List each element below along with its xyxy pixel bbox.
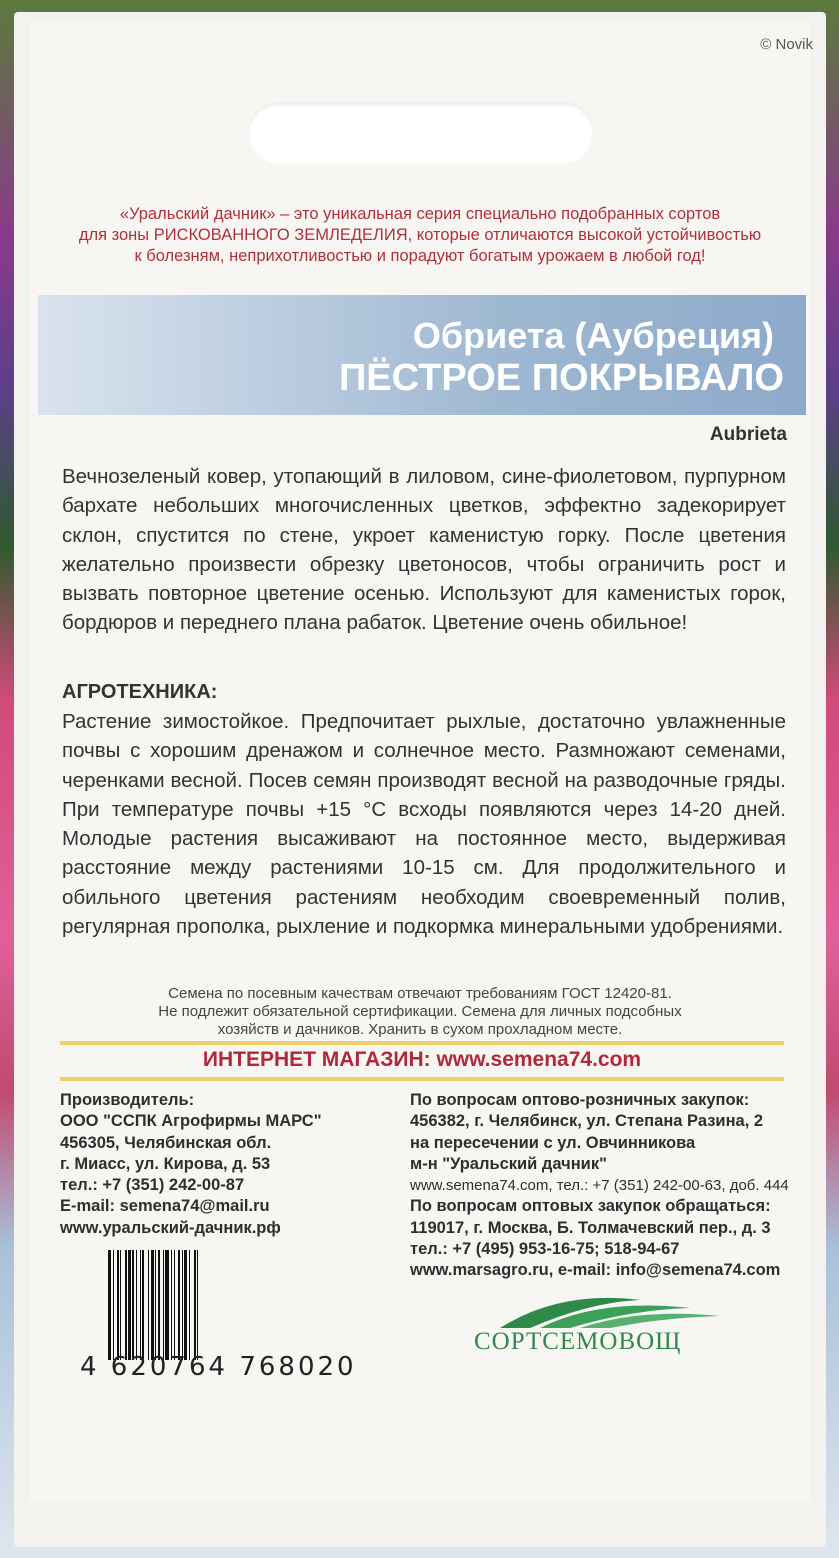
species-title: Обриета (Аубреция) (412, 315, 774, 356)
wholesale-line: По вопросам оптовых закупок обращаться: (410, 1197, 771, 1216)
tagline-line: «Уральский дачник» – это уникальная серия специально подобранных сортов (119, 205, 721, 223)
copyright: © Novik (760, 36, 813, 53)
notice-line: хозяйств и дачников. Хранить в сухом прохладном месте. (217, 1021, 623, 1038)
wholesale-info (410, 1090, 789, 1282)
wholesale-line: www.marsagro.ru, e-mail: info@semena74.com (410, 1261, 781, 1280)
wholesale-line: 119017, г. Москва, Б. Толмачевский пер., д. 3 (410, 1218, 771, 1237)
logo-waves-icon (470, 1290, 730, 1330)
wholesale-line: тел.: +7 (495) 953-16-75; 518-94-67 (410, 1240, 680, 1259)
producer-info (60, 1090, 322, 1239)
divider (60, 1041, 784, 1045)
hanger-hole (248, 102, 594, 164)
wholesale-line: 456382, г. Челябинск, ул. Степана Разина, 2 (410, 1112, 764, 1131)
shop-link: ИНТЕРНЕТ МАГАЗИН: www.semena74.com (202, 1048, 642, 1071)
series-tagline (60, 204, 780, 267)
producer-line: г. Миасс, ул. Кирова, д. 53 (60, 1154, 271, 1173)
producer-line: E-mail: semena74@mail.ru (60, 1197, 270, 1216)
latin-name: Aubrieta (709, 424, 787, 445)
agro-text: Растение зимостойкое. Предпочитает рыхлые, достаточно увлажненные почвы с хорошим дренажом и солнечное место. Размножают семенами, черенками весной. Посев семян производят весной на разводочные гряды. При температуре почвы +15 °С всходы появляются через 14-20 дней. Молодые растения высаживают на постоянное место, выдерживая расстояние между растениями 10-15 см. Для продолжительного и обильного цветения растениям необходим своевременный полив, регулярная прополка, рыхление и подкормка минеральными удобрениями. (62, 710, 786, 939)
description: Вечнозеленый ковер, утопающий в лиловом, сине-фиолетовом, пурпурном бархате небольших многочисленных цветков, эффектно задекорирует склон, спустится по стене, укроет каменистую горку. После цветения желательно произвести обрезку цветоносов, чтобы ограничить рост и вызвать повторное цветение осенью. Используют для каменистых горок, бордюров и переднего плана рабаток. Цветение очень обильное! (62, 465, 786, 635)
wholesale-line: www.semena74.com, тел.: +7 (351) 242-00-63, доб. 444 (410, 1177, 789, 1195)
producer-line: тел.: +7 (351) 242-00-87 (60, 1176, 245, 1195)
brand-logo: СОРТСЕМОВОЩ (470, 1290, 730, 1370)
title-band (38, 295, 806, 415)
tagline-line: для зоны РИСКОВАННОГО ЗЕМЛЕДЕЛИЯ, которые отличаются высокой устойчивостью (78, 226, 762, 244)
producer-line: 456305, Челябинская обл. (60, 1133, 272, 1152)
notice-line: Семена по посевным качествам отвечают требованиям ГОСТ 12420-81. (168, 985, 672, 1002)
wholesale-line: на пересечении с ул. Овчинникова (410, 1133, 696, 1152)
wholesale-line: По вопросам оптово-розничных закупок: (410, 1091, 750, 1109)
agro-heading: АГРОТЕХНИКА: (62, 681, 218, 703)
barcode (108, 1250, 364, 1360)
barcode-number: 4 620764 768020 (80, 1352, 357, 1382)
divider (60, 1077, 784, 1081)
notice-line: Не подлежит обязательной сертификации. Семена для личных подсобных (158, 1003, 682, 1020)
barcode-bar (198, 1250, 201, 1360)
variety-title: ПЁСТРОЕ ПОКРЫВАЛО (338, 357, 784, 399)
tagline-line: к болезням, неприхотливостью и порадуют богатым урожаем в любой год! (134, 247, 706, 265)
notice (80, 985, 760, 1039)
producer-line: ООО "ССПК Агрофирмы МАРС" (60, 1112, 322, 1131)
wholesale-line: м-н "Уральский дачник" (410, 1154, 607, 1173)
producer-line: www.уральский-дачник.рф (60, 1218, 281, 1237)
producer-line: Производитель: (60, 1091, 195, 1109)
